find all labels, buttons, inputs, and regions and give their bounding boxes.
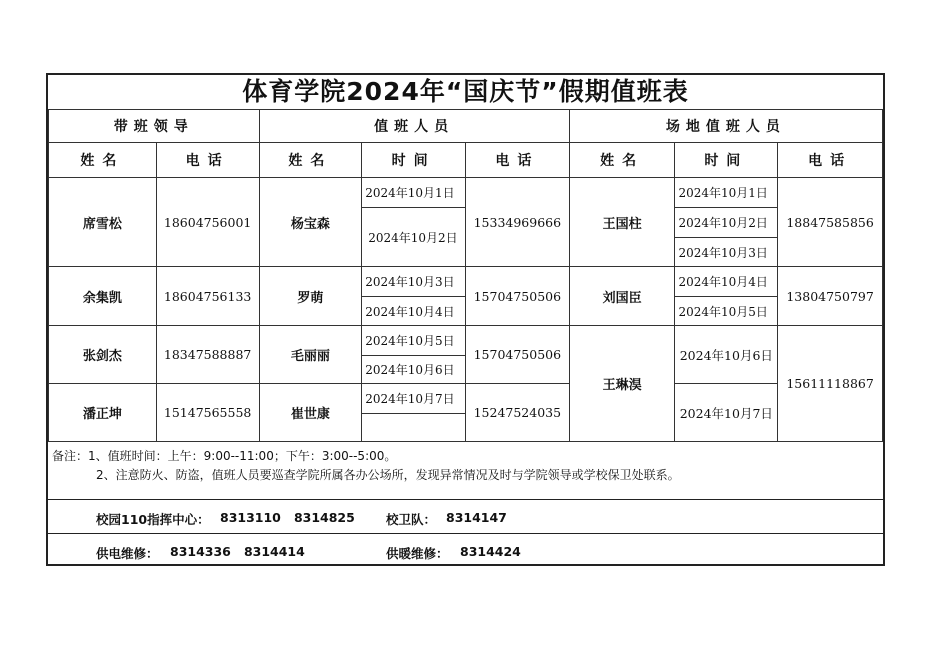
col-header-phone: 电话: [465, 143, 569, 178]
column-header-row: [49, 143, 883, 178]
table-row: [49, 178, 883, 208]
venue-date: 2024年10月3日: [675, 238, 778, 267]
col-header-name: 姓名: [49, 143, 157, 178]
staff-name: 毛丽丽: [259, 326, 362, 384]
duty-roster-sheet: [46, 73, 885, 566]
heating-repair-label: 供暖维修：: [386, 546, 449, 561]
staff-date: 2024年10月6日: [362, 356, 466, 384]
leader-phone: 18604756133: [156, 267, 259, 326]
col-header-phone: 电话: [778, 143, 883, 178]
staff-date: 2024年10月7日: [362, 384, 466, 414]
leader-name: 余集凯: [49, 267, 157, 326]
venue-name: 刘国臣: [569, 267, 675, 326]
command-center-numbers: 8313110 8314825: [220, 510, 355, 525]
group-header-venue: 场地值班人员: [569, 110, 882, 143]
venue-date: 2024年10月6日: [675, 326, 778, 384]
group-header-leader: 带班领导: [49, 110, 260, 143]
venue-date: 2024年10月1日: [675, 178, 778, 208]
duty-table: [48, 109, 883, 442]
staff-phone: 15247524035: [465, 384, 569, 442]
col-header-name: 姓名: [259, 143, 362, 178]
venue-phone: 15611118867: [778, 326, 883, 442]
staff-date: 2024年10月2日: [362, 208, 466, 267]
leader-phone: 15147565558: [156, 384, 259, 442]
staff-name: 杨宝森: [259, 178, 362, 267]
page-title: 体育学院2024年“国庆节”假期值班表: [48, 75, 883, 110]
contact-row-2: [48, 533, 883, 568]
group-header-row: [49, 110, 883, 143]
table-row: [49, 326, 883, 356]
col-header-name: 姓名: [569, 143, 675, 178]
venue-phone: 13804750797: [778, 267, 883, 326]
staff-date: 2024年10月3日: [362, 267, 466, 297]
staff-date: 2024年10月1日: [362, 178, 466, 208]
notes: [52, 447, 880, 485]
leader-name: 张剑杰: [49, 326, 157, 384]
col-header-phone: 电话: [156, 143, 259, 178]
venue-date: 2024年10月2日: [675, 208, 778, 238]
col-header-time: 时间: [362, 143, 466, 178]
leader-phone: 18604756001: [156, 178, 259, 267]
command-center-label: 校园110指挥中心：: [96, 512, 210, 527]
venue-name: 王琳淏: [569, 326, 675, 442]
heating-repair-number: 8314424: [460, 544, 521, 559]
staff-date: 2024年10月5日: [362, 326, 466, 356]
table-row: [49, 384, 883, 414]
staff-phone: 15704750506: [465, 267, 569, 326]
leader-name: 潘正坤: [49, 384, 157, 442]
note-line-2: 2、注意防火、防盗，值班人员要巡查学院所属各办公场所，发现异常情况及时与学院领导或学校保卫处联系。: [96, 468, 680, 482]
staff-date-empty: [362, 414, 466, 442]
staff-name: 崔世康: [259, 384, 362, 442]
staff-phone: 15704750506: [465, 326, 569, 384]
contact-row-1: [48, 499, 883, 534]
venue-name: 王国柱: [569, 178, 675, 267]
note-line-1: 备注：1、值班时间：上午：9:00--11:00；下午：3:00--5:00。: [52, 449, 397, 463]
group-header-staff: 值班人员: [259, 110, 569, 143]
col-header-time: 时间: [675, 143, 778, 178]
venue-date: 2024年10月5日: [675, 297, 778, 326]
staff-phone: 15334969666: [465, 178, 569, 267]
venue-phone: 18847585856: [778, 178, 883, 267]
table-row: [49, 267, 883, 297]
power-repair-numbers: 8314336 8314414: [170, 544, 305, 559]
power-repair-label: 供电维修：: [96, 546, 159, 561]
venue-date: 2024年10月4日: [675, 267, 778, 297]
venue-date: 2024年10月7日: [675, 384, 778, 442]
leader-phone: 18347588887: [156, 326, 259, 384]
leader-name: 席雪松: [49, 178, 157, 267]
guard-number: 8314147: [446, 510, 507, 525]
staff-date: 2024年10月4日: [362, 297, 466, 326]
guard-label: 校卫队：: [386, 512, 437, 527]
staff-name: 罗萌: [259, 267, 362, 326]
